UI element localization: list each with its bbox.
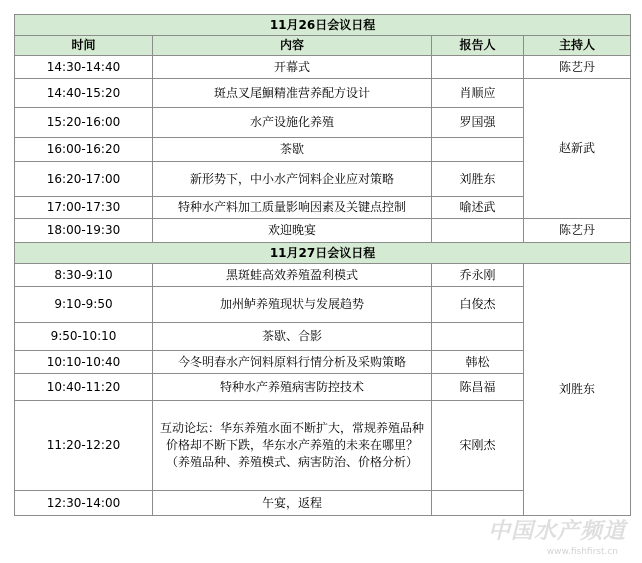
reporter-cell: 宋刚杰 xyxy=(432,401,524,491)
reporter-cell: 肖顺应 xyxy=(432,79,524,108)
time-cell: 15:20-16:00 xyxy=(15,108,153,138)
host-cell-merged: 刘胜东 xyxy=(524,264,631,516)
content-cell: 加州鲈养殖现状与发展趋势 xyxy=(153,287,432,323)
time-cell: 14:40-15:20 xyxy=(15,79,153,108)
time-cell: 8:30-9:10 xyxy=(15,264,153,287)
content-cell: 茶歇、合影 xyxy=(153,323,432,351)
content-cell: 特种水产养殖病害防控技术 xyxy=(153,374,432,401)
time-cell: 10:10-10:40 xyxy=(15,351,153,374)
reporter-cell xyxy=(432,219,524,243)
reporter-cell xyxy=(432,56,524,79)
content-cell: 水产设施化养殖 xyxy=(153,108,432,138)
content-cell: 黑斑蛙高效养殖盈利模式 xyxy=(153,264,432,287)
header-row xyxy=(15,36,631,56)
watermark-url: www.fishfirst.cn xyxy=(546,547,618,557)
watermark-logo: 中国水产频道 xyxy=(487,519,626,544)
content-cell: 午宴，返程 xyxy=(153,491,432,516)
time-cell: 12:30-14:00 xyxy=(15,491,153,516)
content-cell: 开幕式 xyxy=(153,56,432,79)
content-cell: 特种水产料加工质量影响因素及关键点控制 xyxy=(153,197,432,219)
reporter-cell: 陈昌福 xyxy=(432,374,524,401)
table-row xyxy=(15,79,631,108)
reporter-cell xyxy=(432,323,524,351)
content-cell: 新形势下，中小水产饲料企业应对策略 xyxy=(153,162,432,197)
day2-title: 11月27日会议日程 xyxy=(15,243,631,264)
table-row xyxy=(15,219,631,243)
day1-title-row xyxy=(15,15,631,36)
content-cell: 互动论坛：华东养殖水面不断扩大，常规养殖品种价格却不断下跌，华东水产养殖的未来在哪里？（养殖品种、养殖模式、病害防治、价格分析） xyxy=(153,401,432,491)
header-content: 内容 xyxy=(153,36,432,56)
header-reporter: 报告人 xyxy=(432,36,524,56)
reporter-cell: 韩松 xyxy=(432,351,524,374)
day2-title-row xyxy=(15,243,631,264)
host-cell: 陈艺丹 xyxy=(524,219,631,243)
content-cell: 茶歇 xyxy=(153,138,432,162)
content-cell: 斑点叉尾鮰精准营养配方设计 xyxy=(153,79,432,108)
reporter-cell: 乔永刚 xyxy=(432,264,524,287)
table-row xyxy=(15,56,631,79)
reporter-cell: 喻述武 xyxy=(432,197,524,219)
header-time: 时间 xyxy=(15,36,153,56)
header-host: 主持人 xyxy=(524,36,631,56)
time-cell: 17:00-17:30 xyxy=(15,197,153,219)
reporter-cell: 白俊杰 xyxy=(432,287,524,323)
time-cell: 11:20-12:20 xyxy=(15,401,153,491)
host-cell: 陈艺丹 xyxy=(524,56,631,79)
time-cell: 9:50-10:10 xyxy=(15,323,153,351)
content-cell: 欢迎晚宴 xyxy=(153,219,432,243)
reporter-cell xyxy=(432,138,524,162)
time-cell: 18:00-19:30 xyxy=(15,219,153,243)
reporter-cell: 刘胜东 xyxy=(432,162,524,197)
time-cell: 16:20-17:00 xyxy=(15,162,153,197)
reporter-cell: 罗国强 xyxy=(432,108,524,138)
day1-title: 11月26日会议日程 xyxy=(15,15,631,36)
time-cell: 9:10-9:50 xyxy=(15,287,153,323)
time-cell: 10:40-11:20 xyxy=(15,374,153,401)
host-cell-merged: 赵新武 xyxy=(524,79,631,219)
time-cell: 16:00-16:20 xyxy=(15,138,153,162)
content-cell: 今冬明春水产饲料原料行情分析及采购策略 xyxy=(153,351,432,374)
time-cell: 14:30-14:40 xyxy=(15,56,153,79)
reporter-cell xyxy=(432,491,524,516)
table-row xyxy=(15,264,631,287)
schedule-table xyxy=(14,14,631,516)
